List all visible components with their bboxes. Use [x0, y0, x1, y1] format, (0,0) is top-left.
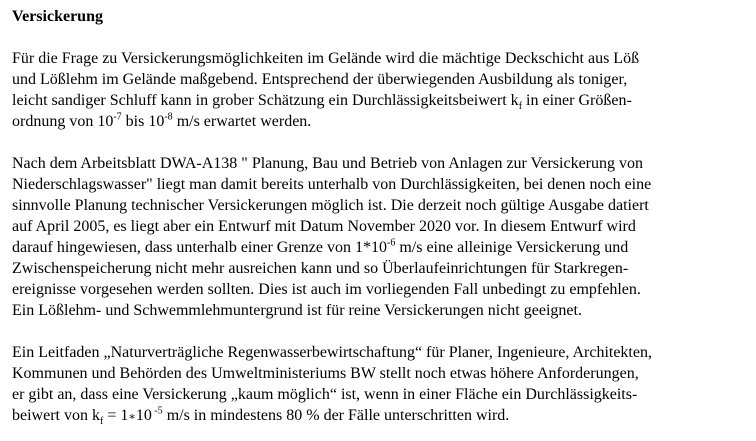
text-line: Nach dem Arbeitsblatt DWA-A138 " Planung, Bau und Betrieb von Anlagen zur Versickerung von [12, 155, 643, 172]
text-line: ereignisse vorgesehen werden sollten. Dies ist auch im vorliegenden Fall unbedingt zu empfehlen. [12, 281, 641, 298]
text-line: Zwischenspeicherung nicht mehr ausreichen kann und so Überlaufeinrichtungen für Starkregen- [12, 260, 629, 277]
text-line: Kommunen und Behörden des Umweltministeriums BW stellt noch etwas höhere Anforderungen, [12, 365, 639, 382]
text-line: ordnung von $10^{-7}$ bis $10^{-8}$ m/s erwartet werden. [12, 111, 312, 130]
text-line: Ein Leitfaden „Naturverträgliche Regenwasserbewirtschaftung“ für Planer, Ingenieure, Architekten, [12, 344, 652, 361]
text-line: leicht sandiger Schluff kann in grober Schätzung ein Durchlässigkeitsbeiwert $k_f$ in einer Größen- [12, 92, 632, 113]
text-line: beiwert von $k_f$ = 1∗10 $^{-5}$ m/s in mindestens 80 % der Fälle unterschritten wird. [12, 405, 510, 428]
text-line: Ein Lößlehm- und Schwemmlehmuntergrund ist für reine Versickerungen nicht geeignet. [12, 302, 582, 319]
text-line: sinnvolle Planung technischer Versickerungen möglich ist. Die derzeit noch gültige Ausgabe datiert [12, 197, 649, 214]
subscript-f: f [99, 416, 104, 428]
exponent: -6 [386, 237, 396, 249]
document-page [12, 6, 750, 428]
paragraph-guideline [12, 342, 750, 428]
paragraph-dwa-worksheet [12, 153, 750, 321]
text-line: auf April 2005, es liegt aber ein Entwurf mit Datum November 2020 vor. In diesem Entwurf wird [12, 218, 636, 235]
text-line: er gibt an, dass eine Versickerung „kaum möglich“ ist, wenn in einer Fläche ein Durchlässigkeits- [12, 386, 638, 403]
subscript-f: f [518, 101, 523, 113]
paragraph-permeability [12, 48, 750, 132]
text-line: darauf hingewiesen, dass unterhalb einer Grenze von $1*10^{-6}$ m/s eine alleinige Versickerung und [12, 237, 629, 256]
exponent: -5 [151, 405, 163, 417]
paragraph-gap [12, 27, 750, 48]
section-title: Versickerung [12, 8, 103, 25]
paragraph-gap [12, 132, 750, 153]
text-line: und Lößlehm im Gelände maßgebend. Entsprechend der überwiegenden Ausbildung als toniger, [12, 71, 628, 88]
paragraph-gap [12, 321, 750, 342]
exponent: -7 [113, 111, 122, 123]
text-line: Niederschlagswasser" liegt man damit bereits unterhalb von Durchlässigkeiten, bei denen noch eine [12, 176, 652, 193]
exponent: -8 [164, 111, 173, 123]
multiply-symbol: ∗ [128, 411, 136, 423]
text-line: Für die Frage zu Versickerungsmöglichkeiten im Gelände wird die mächtige Deckschicht aus Löß [12, 50, 640, 67]
